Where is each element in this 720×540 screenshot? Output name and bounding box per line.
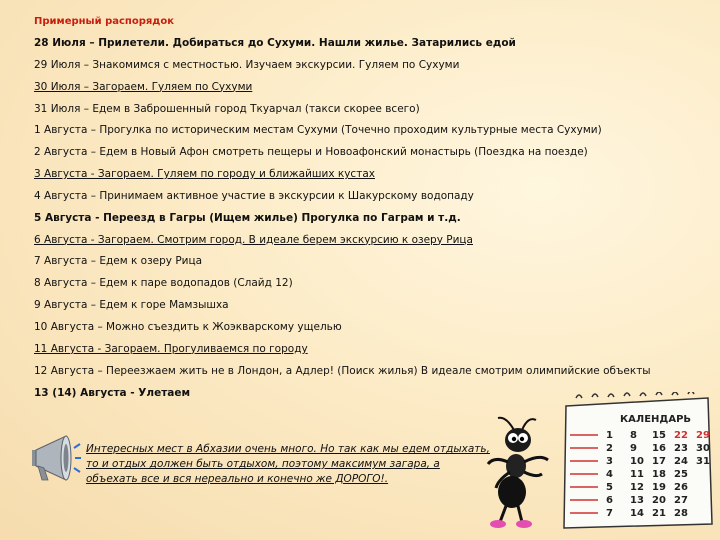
- megaphone-icon: [22, 428, 82, 488]
- schedule-list: [34, 33, 714, 404]
- calendar-day: 24: [674, 456, 688, 467]
- calendar-day: 15: [652, 430, 666, 441]
- note-line-3: объехать все и вся нереально и конечно же ДОРОГО!.: [86, 473, 389, 485]
- schedule-item: 7 Августа – Едем к озеру Рица: [34, 255, 203, 268]
- schedule-item: 6 Августа - Загораем. Смотрим город. В идеале берем экскурсию к озеру Рица: [34, 233, 473, 246]
- note-line-1: Интересных мест в Абхазии очень много. Но так как мы едем отдыхать,: [86, 443, 490, 455]
- schedule-item: 9 Августа – Едем к горе Мамзышха: [34, 299, 229, 312]
- calendar-day: 8: [630, 430, 637, 441]
- schedule-item: 31 Июля – Едем в Заброшенный город Ткуарчал (такси скорее всего): [34, 102, 420, 115]
- calendar-day: 12: [630, 482, 644, 493]
- calendar-day: 30: [696, 443, 710, 454]
- calendar-day: 23: [674, 443, 688, 454]
- calendar-day: 31: [696, 456, 710, 467]
- calendar-day: 4: [606, 469, 613, 480]
- schedule-item: 12 Августа – Переезжаем жить не в Лондон, а Адлер! (Поиск жилья) В идеале смотрим олимпийские объекты: [34, 364, 651, 377]
- calendar-illustration: [558, 392, 716, 532]
- calendar-day: 25: [674, 469, 688, 480]
- calendar-day: 13: [630, 495, 644, 506]
- calendar-day: 10: [630, 456, 644, 467]
- calendar-day: 29: [696, 430, 710, 441]
- schedule-item: 11 Августа - Загораем. Прогуливаемся по городу: [34, 342, 308, 355]
- calendar-day: 14: [630, 508, 644, 519]
- calendar-day: 27: [674, 495, 688, 506]
- calendar-day: 5: [606, 482, 613, 493]
- calendar-day: 20: [652, 495, 666, 506]
- schedule-item: 5 Августа - Переезд в Гагры (Ищем жилье) Прогулка по Гаграм и т.д.: [34, 211, 461, 224]
- note-line-2: то и отдых должен быть отдыхом, поэтому максимум загара, а: [86, 458, 440, 470]
- calendar-day: 7: [606, 508, 613, 519]
- calendar-day: 19: [652, 482, 666, 493]
- calendar-day: 9: [630, 443, 637, 454]
- schedule-item: 3 Августа - Загораем. Гуляем по городу и ближайших кустах: [34, 168, 375, 181]
- calendar-day: 26: [674, 482, 688, 493]
- calendar-day: 16: [652, 443, 666, 454]
- note-text: [86, 442, 506, 487]
- calendar-day: 11: [630, 469, 644, 480]
- calendar-day: 3: [606, 456, 613, 467]
- calendar-day: 6: [606, 495, 613, 506]
- schedule-item: 1 Августа – Прогулка по историческим местам Сухуми (Точечно проходим культурные места Сухуми): [34, 124, 602, 137]
- schedule-item: 10 Августа – Можно съездить к Жоэкварскому ущелью: [34, 320, 342, 333]
- calendar-day: 22: [674, 430, 688, 441]
- schedule-item: 4 Августа – Принимаем активное участие в экскурсии к Шакурскому водопаду: [34, 189, 474, 202]
- schedule-item: 30 Июля – Загораем. Гуляем по Сухуми: [34, 80, 253, 93]
- schedule-item: 8 Августа – Едем к паре водопадов (Слайд 12): [34, 277, 293, 290]
- schedule-item: 2 Августа – Едем в Новый Афон смотреть пещеры и Новоафонский монастырь (Поездка на поезде): [34, 146, 588, 159]
- calendar-day: 1: [606, 430, 613, 441]
- schedule-item: 29 Июля – Знакомимся с местностью. Изучаем экскурсии. Гуляем по Сухуми: [34, 58, 460, 71]
- calendar-day: 17: [652, 456, 666, 467]
- calendar-day: 21: [652, 508, 666, 519]
- calendar-heading: КАЛЕНДАРЬ: [620, 414, 692, 425]
- calendar-day: 28: [674, 508, 688, 519]
- schedule-item: 13 (14) Августа - Улетаем: [34, 386, 191, 399]
- calendar-day: 2: [606, 443, 613, 454]
- calendar-day: 18: [652, 469, 666, 480]
- ant-illustration: [470, 414, 562, 530]
- schedule-item: 28 Июля – Прилетели. Добираться до Сухуми. Нашли жилье. Затарились едой: [34, 37, 516, 49]
- slide-title: Примерный распорядок: [34, 16, 175, 27]
